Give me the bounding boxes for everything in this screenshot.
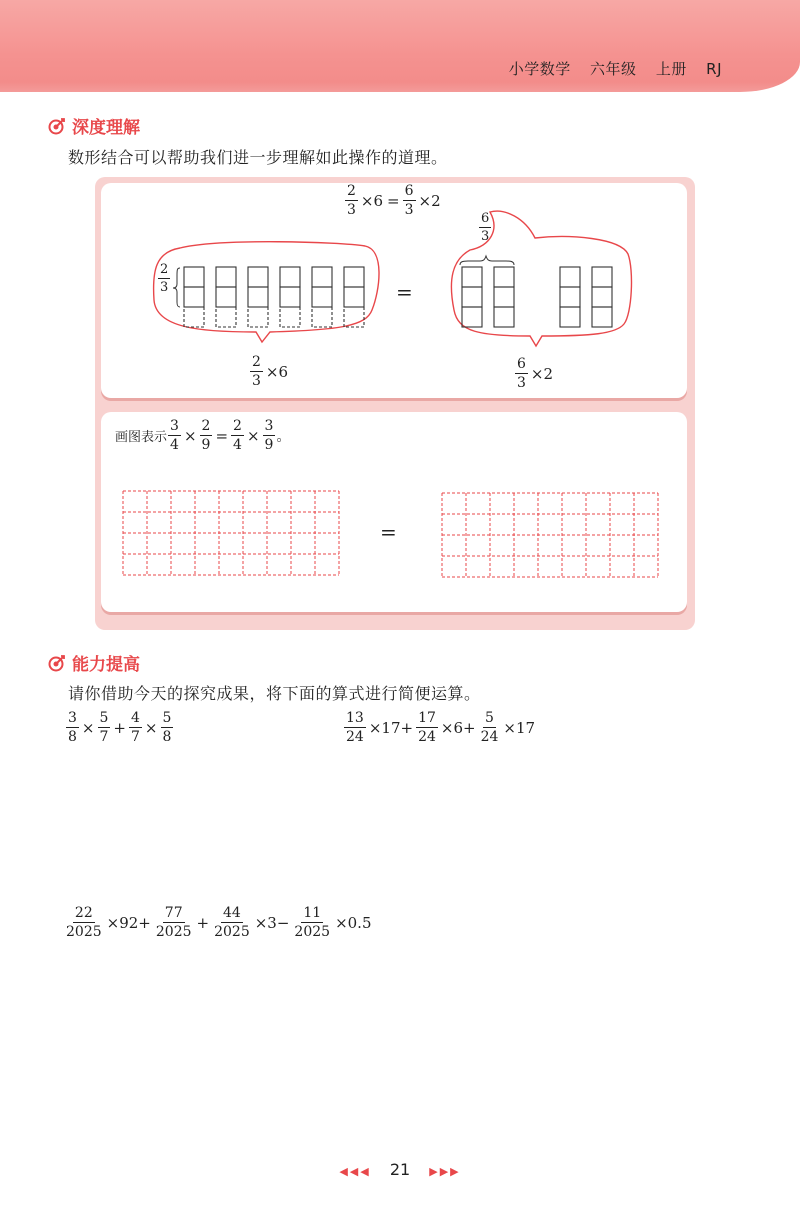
right-brace (460, 256, 514, 265)
intro-text: 数形结合可以帮助我们进一步理解如此操作的道理。 (68, 148, 448, 167)
bar-cell (592, 287, 612, 307)
problem-2: $\frac{13}{24}$ ×17+ $\frac{17}{24}$ ×6+ $\frac{5}{24}$ ×17 (346, 710, 536, 745)
bar-cell (494, 287, 514, 307)
section-title-text: 能力提高 (72, 655, 140, 675)
problem-3: $\frac{22}{2025}$ ×92+ $\frac{77}{2025}$ + $\frac{44}{2025}$ ×3− $\frac{11}{2025}$ ×0.5 (66, 905, 372, 940)
bar-cell (184, 287, 204, 307)
right-brace-label: $\frac{6}{3}$ (481, 211, 490, 244)
left-bars (184, 267, 364, 327)
target-icon (48, 117, 66, 135)
bar-cell (312, 267, 332, 287)
bar-cell (592, 307, 612, 327)
grade-label: 六年级 (590, 60, 637, 78)
bar-cell (592, 267, 612, 287)
right-bubble-label: $\frac{6}{3}$ ×2 (517, 356, 554, 391)
grid-equals-sign: = (380, 520, 397, 544)
right-bars (462, 267, 612, 327)
top-equation: $\frac{2}{3}$ ×6 = $\frac{6}{3}$ ×2 (347, 183, 441, 218)
page-footer (0, 1160, 800, 1179)
right-dashed-grid[interactable] (441, 492, 661, 580)
bar-cell (216, 267, 236, 287)
bar-cell (312, 307, 332, 327)
bar-cell (280, 267, 300, 287)
bars-equals-sign: = (396, 280, 413, 304)
bar-cell (184, 307, 204, 327)
bar-cell (248, 307, 268, 327)
bar-cell (560, 267, 580, 287)
bar-cell (216, 287, 236, 307)
bar-cell (344, 267, 364, 287)
bar-cell (494, 267, 514, 287)
bar-cell (560, 307, 580, 327)
bar-cell (560, 287, 580, 307)
bar-cell (462, 307, 482, 327)
bar-cell (280, 307, 300, 327)
draw-prompt: 画图表示 $\frac{3}{4}$ × $\frac{2}{9}$ = $\frac{2}{4}$ × $\frac{3}{9}$ 。 (115, 418, 291, 453)
section-title-text: 深度理解 (72, 118, 140, 138)
bar-cell (216, 307, 236, 327)
section-title-improve (48, 650, 140, 675)
book-info (495, 58, 722, 79)
edition-label: RJ (706, 60, 722, 78)
bar-cell (494, 307, 514, 327)
left-bubble-label: $\frac{2}{3}$ ×6 (252, 354, 289, 389)
bar-cell (248, 267, 268, 287)
volume-label: 上册 (655, 60, 687, 78)
bar-cell (312, 287, 332, 307)
target-icon (48, 654, 66, 672)
next-arrows-icon: ▶▶▶ (429, 1165, 461, 1178)
left-brace (173, 268, 180, 307)
page-number: 21 (389, 1160, 411, 1179)
bar-cell (344, 287, 364, 307)
section-title-deep-understanding (48, 113, 140, 138)
improve-text: 请你借助今天的探究成果，将下面的算式进行简便运算。 (68, 684, 481, 703)
bar-cell (462, 267, 482, 287)
bar-cell (248, 287, 268, 307)
bar-cell (462, 287, 482, 307)
left-brace-label: $\frac{2}{3}$ (160, 262, 169, 295)
prev-arrows-icon: ◀◀◀ (339, 1165, 371, 1178)
bar-cell (280, 287, 300, 307)
problem-1: $\frac{3}{8}$ × $\frac{5}{7}$ + $\frac{4}{7}$ × $\frac{5}{8}$ (68, 710, 172, 745)
bar-cell (184, 267, 204, 287)
left-dashed-grid[interactable] (122, 490, 342, 578)
subject-label: 小学数学 (508, 60, 571, 78)
